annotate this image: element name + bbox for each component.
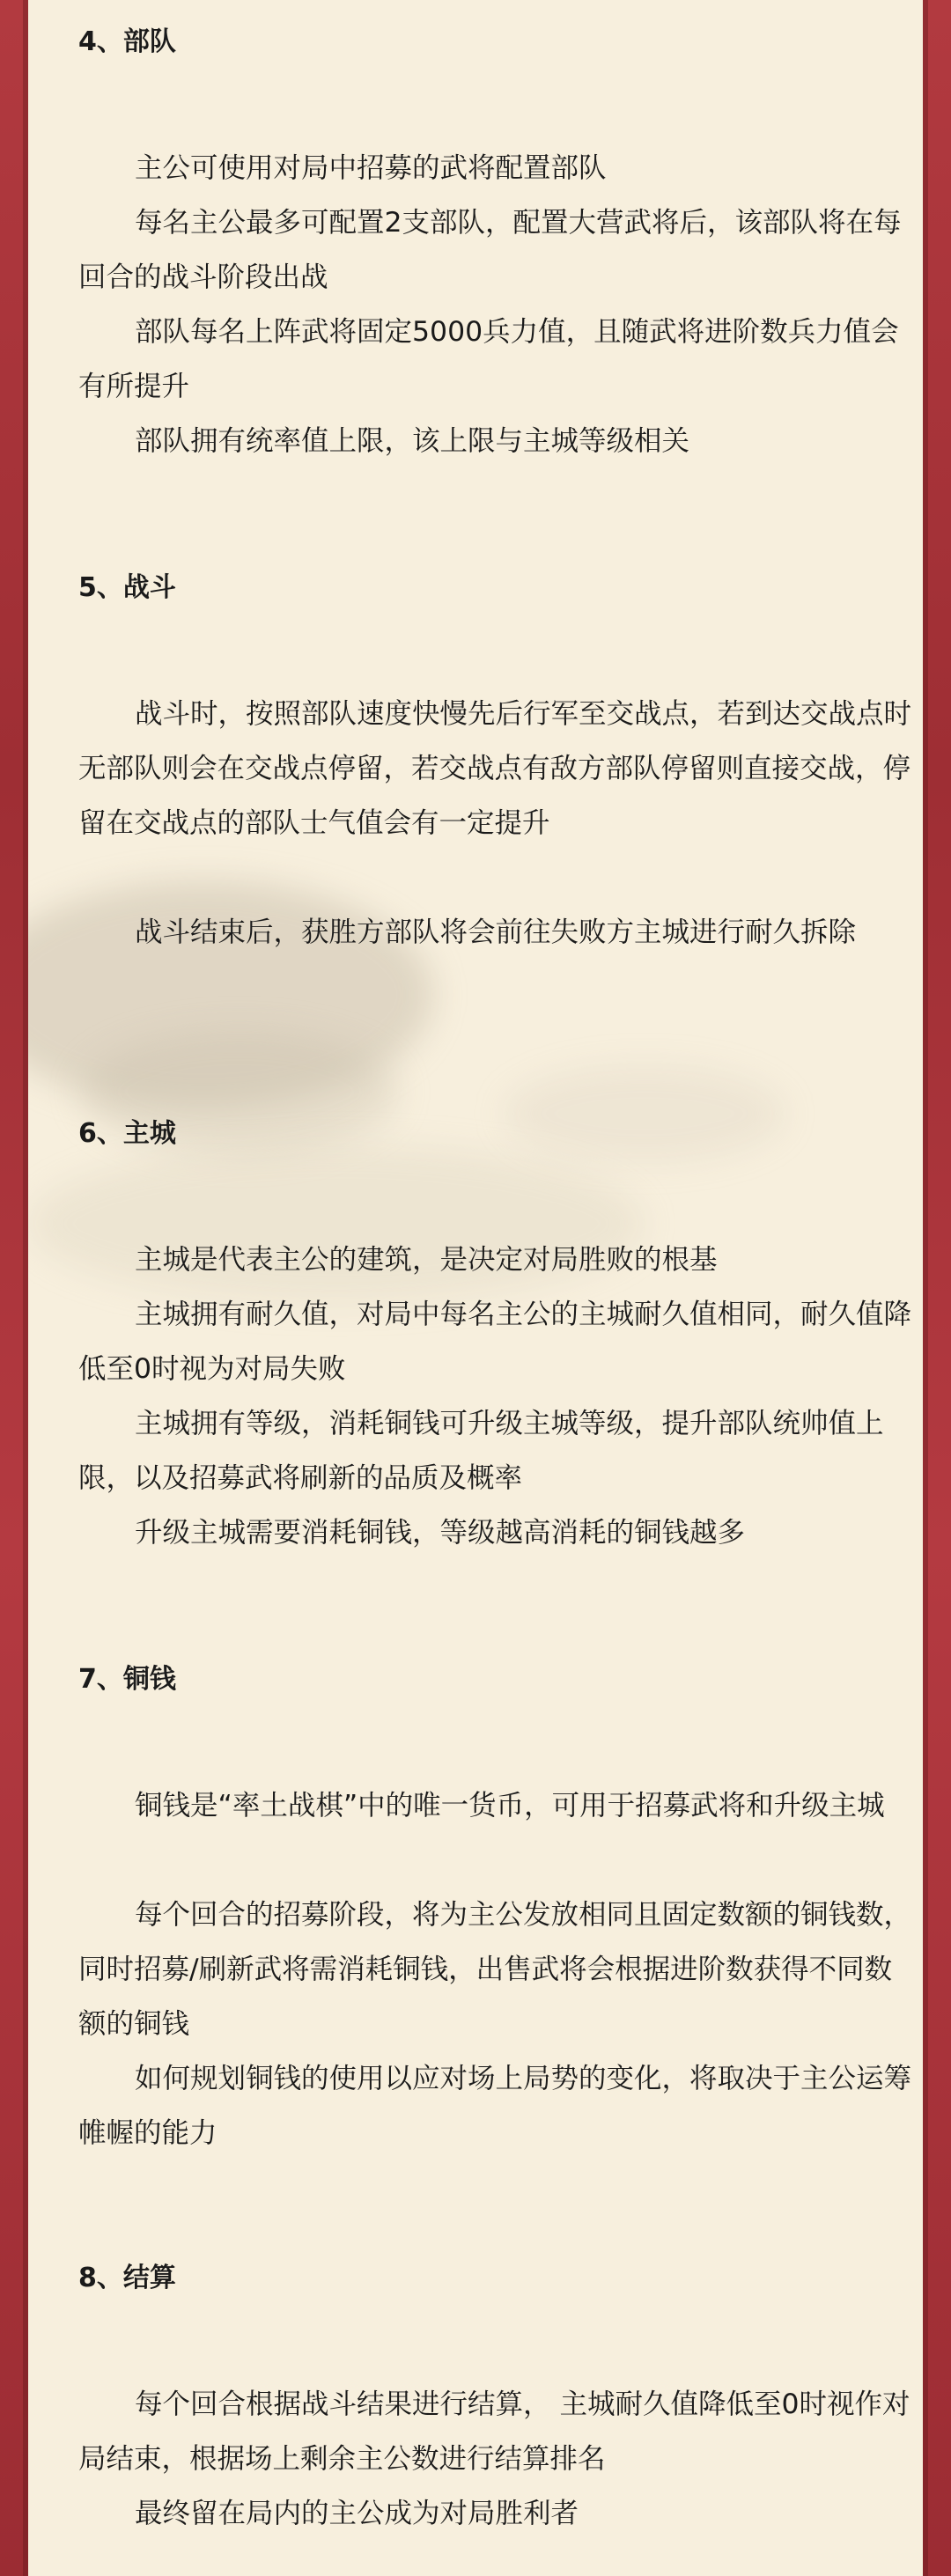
- section-paragraph: 铜钱是“率土战棋”中的唯一货币，可用于招募武将和升级主城: [135, 1790, 885, 1822]
- section-title-copper-coins: 7、铜钱: [78, 1664, 176, 1695]
- section-title-battle: 5、战斗: [78, 572, 176, 603]
- parchment-panel: [28, 0, 923, 2576]
- section-paragraph: 主城是代表主公的建筑，是决定对局胜败的根基: [135, 1244, 718, 1276]
- section-paragraph: 每名主公最多可配置2支部队，配置大营武将后，该部队将在每回合的战斗阶段出战: [78, 207, 902, 293]
- section-paragraph: 最终留在局内的主公成为对局胜利者: [135, 2498, 579, 2529]
- section-title-settlement: 8、结算: [78, 2263, 176, 2293]
- section-paragraph: 每个回合根据战斗结果进行结算， 主城耐久值降低至0时视作对局结束，根据场上剩余主公数进行结算排名: [78, 2388, 910, 2475]
- section-paragraph: 部队每名上阵武将固定5000兵力值，且随武将进阶数兵力值会有所提升: [78, 316, 899, 402]
- section-title-main-city: 6、主城: [78, 1118, 176, 1149]
- section-paragraph: 主城拥有等级，消耗铜钱可升级主城等级，提升部队统帅值上限，以及招募武将刷新的品质及概率: [78, 1408, 884, 1494]
- section-paragraph: 战斗结束后，获胜方部队将会前往失败方主城进行耐久拆除: [135, 916, 857, 948]
- ink-wash-decoration: [504, 1065, 785, 1162]
- section-paragraph: 每个回合的招募阶段，将为主公发放相同且固定数额的铜钱数，同时招募/刷新武将需消耗铜钱，出售武将会根据进阶数获得不同数额的铜钱: [78, 1899, 912, 2040]
- section-paragraph: 主公可使用对局中招募的武将配置部队: [135, 152, 607, 184]
- section-paragraph: 升级主城需要消耗铜钱，等级越高消耗的铜钱越多: [135, 1517, 746, 1549]
- right-frame-border: [923, 0, 951, 2576]
- section-paragraph: 如何规划铜钱的使用以应对场上局势的变化，将取决于主公运筹帷幄的能力: [78, 2063, 912, 2149]
- left-frame-border: [0, 0, 28, 2576]
- section-title-troops: 4、部队: [78, 26, 176, 57]
- section-paragraph: 战斗时，按照部队速度快慢先后行军至交战点，若到达交战点时无部队则会在交战点停留，若交战点有敌方部队停留则直接交战，停留在交战点的部队士气值会有一定提升: [78, 698, 912, 839]
- section-paragraph: 主城拥有耐久值，对局中每名主公的主城耐久值相同，耐久值降低至0时视为对局失败: [78, 1299, 912, 1385]
- section-paragraph: 部队拥有统率值上限，该上限与主城等级相关: [135, 425, 690, 457]
